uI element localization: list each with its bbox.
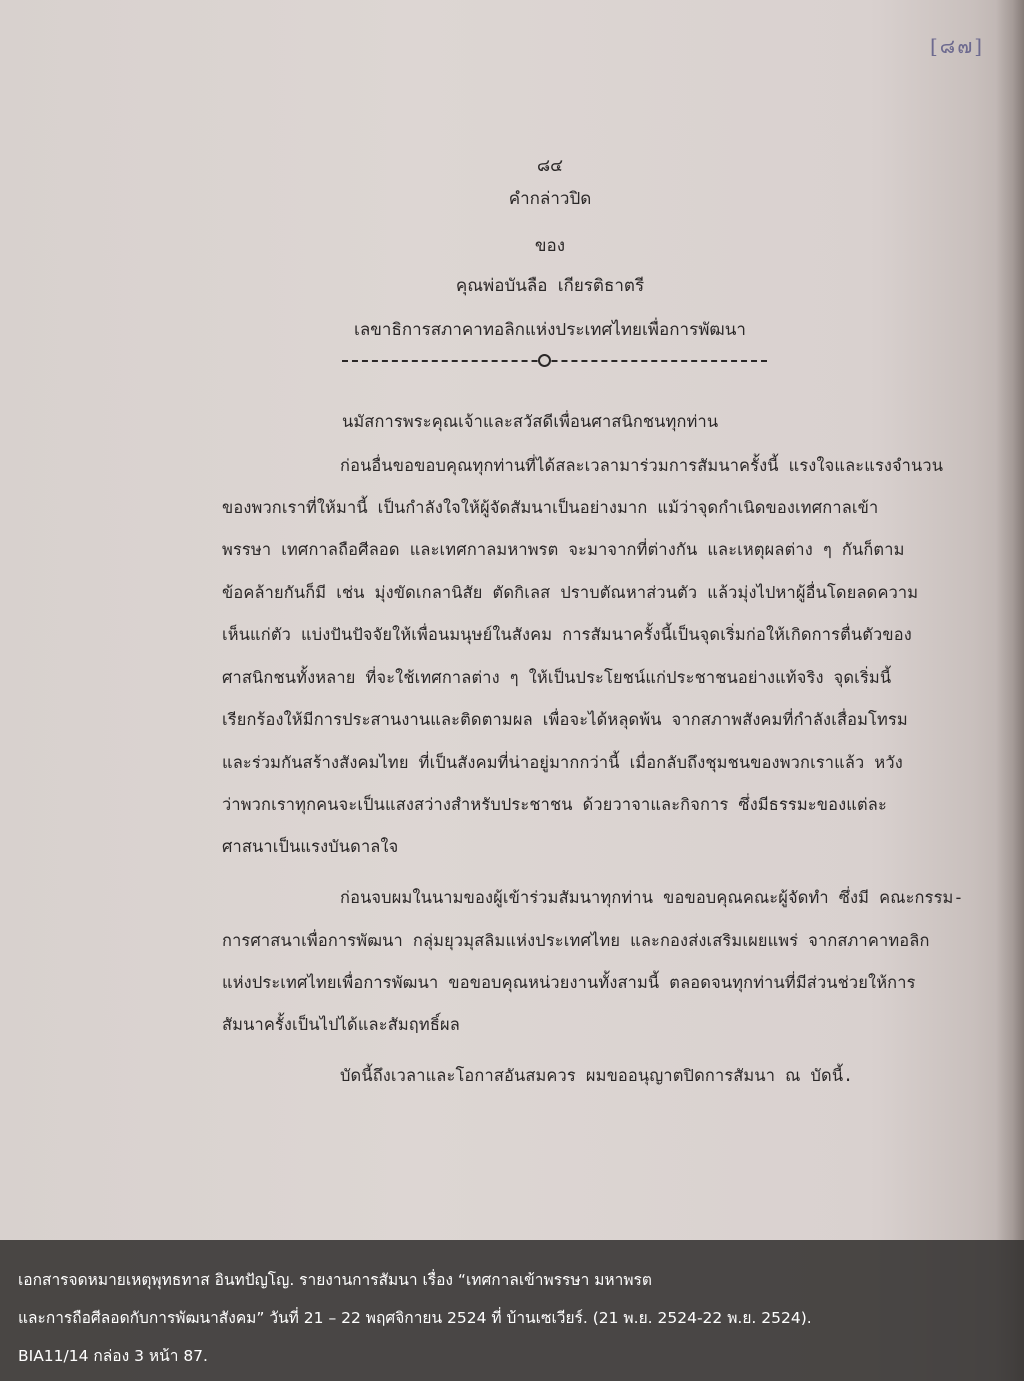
body-line: ของพวกเราที่ให้มานี้ เป็นกำลังใจให้ผู้จัดสัมนาเป็นอย่างมาก แม้ว่าจุดกำเนิดของเทศกาลเข้า bbox=[222, 498, 879, 517]
body-line: ว่าพวกเราทุกคนจะเป็นแสงสว่างสำหรับประชาชน ด้วยวาจาและกิจการ ซึ่งมีธรรมะของแต่ละ bbox=[222, 795, 887, 814]
dashed-separator bbox=[342, 360, 767, 362]
folio-number: [๘๗] bbox=[930, 34, 985, 58]
body-line: แห่งประเทศไทยเพื่อการพัฒนา ขอขอบคุณหน่วยงานทั้งสามนี้ ตลอดจนทุกท่านที่มีส่วนช่วยให้การ bbox=[222, 973, 916, 992]
document-title: คำกล่าวปิด bbox=[508, 189, 592, 209]
body-line: ข้อคล้ายกันก็มี เช่น มุ่งขัดเกลานิสัย ตัดกิเลส ปราบตัณหาส่วนตัว แล้วมุ่งไปหาผู้อื่นโดยลดความ bbox=[222, 583, 919, 602]
page-number: ๘๔ bbox=[537, 156, 563, 176]
body-line: ก่อนอื่นขอขอบคุณทุกท่านที่ได้สละเวลามาร่วมการสัมนาครั้งนี้ แรงใจและแรงจำนวน bbox=[340, 456, 944, 475]
body-line: การศาสนาเพื่อการพัฒนา กลุ่มยุวมุสลิมแห่งประเทศไทย และกองส่งเสริมเผยแพร่ จากสภาคาทอลิก bbox=[222, 931, 930, 950]
body-line: เห็นแก่ตัว แบ่งปันปัจจัยให้เพื่อนมนุษย์ในสังคม การสัมนาครั้งนี้เป็นจุดเริ่มก่อให้เกิดการตื่นตัวของ bbox=[222, 625, 912, 644]
body-line: และร่วมกันสร้างสังคมไทย ที่เป็นสังคมที่น่าอยู่มากกว่านี้ เมื่อกลับถึงชุมชนของพวกเราแล้ว หวัง bbox=[222, 753, 903, 772]
salutation: นมัสการพระคุณเจ้าและสวัสดีเพื่อนศาสนิกชนทุกท่าน bbox=[342, 412, 719, 431]
body-line: พรรษา เทศกาลถือศีลอด และเทศกาลมหาพรต จะมาจากที่ต่างกัน และเหตุผลต่าง ๆ กันก็ตาม bbox=[222, 540, 905, 559]
caption-line: และการถือศีลอดกับการพัฒนาสังคม” วันที่ 21 – 22 พฤศจิกายน 2524 ที่ บ้านเซเวียร์. (21 พ.ย. 2524-22 พ.ย. 2524). bbox=[18, 1309, 812, 1327]
body-line: ศาสนิกชนทั้งหลาย ที่จะใช้เทศกาลต่าง ๆ ให้เป็นประโยชน์แก่ประชาชนอย่างแท้จริง จุดเริ่มนี้ bbox=[222, 668, 892, 687]
caption-reference: BIA11/14 กล่อง 3 หน้า 87. bbox=[18, 1347, 208, 1365]
body-line: สัมนาครั้งเป็นไปได้และสัมฤทธิ์ผล bbox=[222, 1015, 460, 1034]
speaker-position: เลขาธิการสภาคาทอลิกแห่งประเทศไทยเพื่อการพัฒนา bbox=[354, 320, 746, 340]
body-line: ศาสนาเป็นแรงบันดาลใจ bbox=[222, 837, 399, 856]
caption-line: เอกสารจดหมายเหตุพุทธทาส อินทปัญโญ. รายงานการสัมนา เรื่อง “เทศกาลเข้าพรรษา มหาพรต bbox=[18, 1271, 652, 1289]
body-line: ก่อนจบผมในนามของผู้เข้าร่วมสัมนาทุกท่าน ขอขอบคุณคณะผู้จัดทำ ซึ่งมี คณะกรรม- bbox=[340, 888, 964, 907]
closing-line: บัดนี้ถึงเวลาและโอกาสอันสมควร ผมขออนุญาตปิดการสัมนา ณ บัดนี้. bbox=[340, 1066, 854, 1085]
body-line: เรียกร้องให้มีการประสานงานและติดตามผล เพื่อจะได้หลุดพ้น จากสภาพสังคมที่กำลังเสื่อมโทรม bbox=[222, 710, 908, 729]
archive-caption bbox=[0, 1240, 1024, 1381]
title-of: ของ bbox=[534, 236, 566, 256]
speaker-name: คุณพ่อบันลือ เกียรติธาตรี bbox=[455, 276, 645, 296]
separator-circle bbox=[538, 354, 551, 367]
